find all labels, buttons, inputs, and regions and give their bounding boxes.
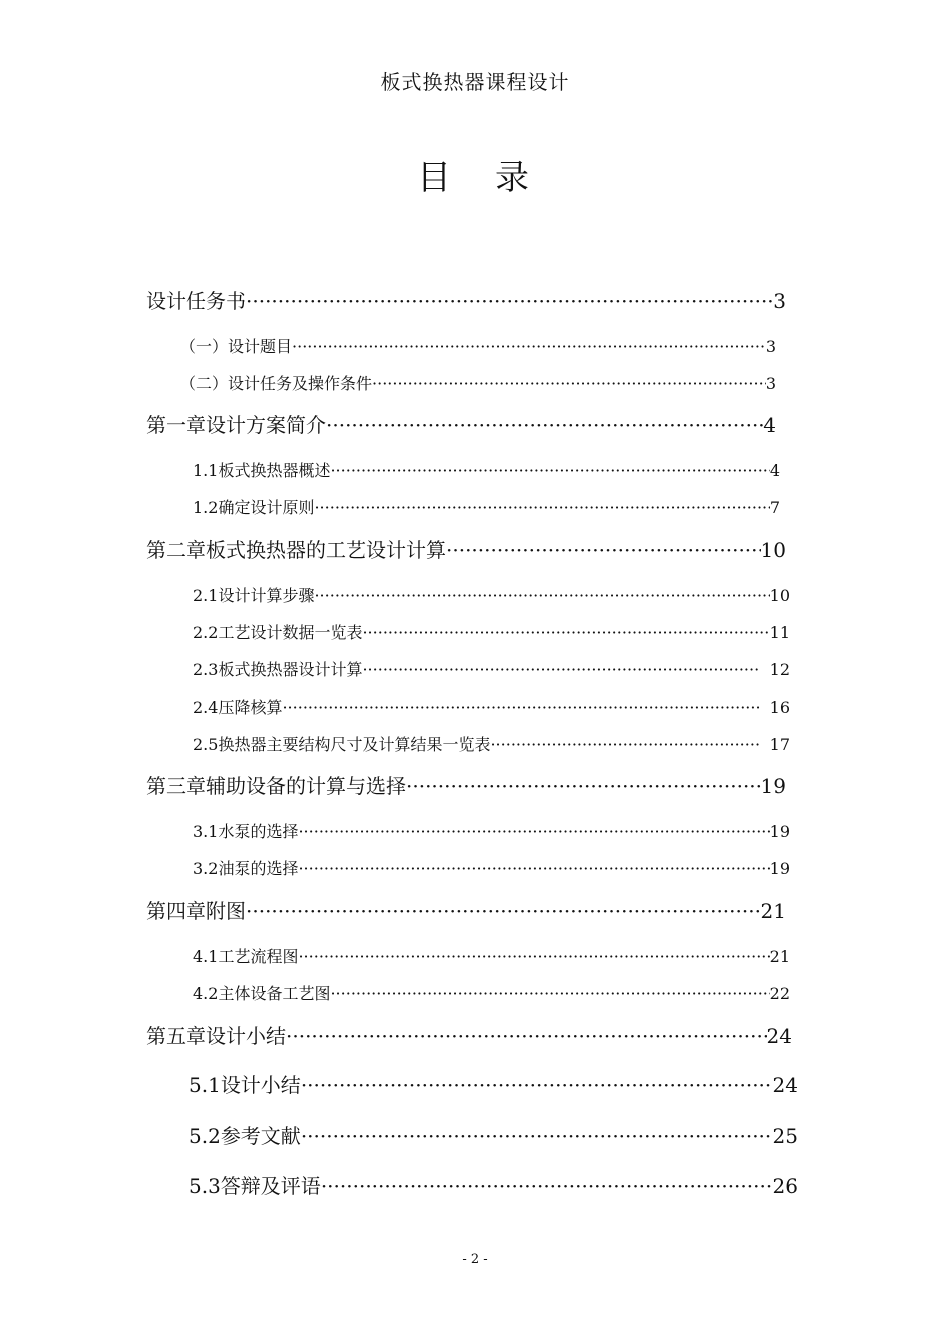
toc-leader-dots [406, 774, 761, 798]
toc-leader-dots [326, 413, 763, 437]
toc-entry-page: 16 [769, 698, 790, 717]
toc-entry-page: 12 [769, 660, 790, 679]
toc-entry-label: 工艺设计数据一览表 [218, 623, 363, 642]
toc-leader-dots [362, 623, 769, 642]
toc-entry-page: 10 [769, 586, 790, 605]
toc-entry-number: 1.2 [193, 498, 219, 517]
toc-entry-number: 第四章 [146, 899, 206, 923]
toc-entry[interactable] [193, 944, 790, 967]
toc-entry-page: 25 [772, 1124, 798, 1148]
toc-leader-dots [246, 289, 773, 313]
toc-entry[interactable] [193, 856, 790, 879]
toc-entry-label: 主体设备工艺图 [218, 984, 331, 1003]
toc-entry[interactable] [193, 458, 780, 481]
toc-entry-number: 4.2 [193, 984, 219, 1003]
toc-entry-page: 4 [769, 461, 780, 480]
toc-entry[interactable] [180, 371, 776, 394]
toc-entry-page: 3 [765, 337, 776, 356]
toc-entry-number: 3.1 [193, 822, 219, 841]
toc-entry-label: 工艺流程图 [218, 947, 299, 966]
page-header: 板式换热器课程设计 [380, 70, 570, 94]
toc-entry-number: 第一章 [146, 413, 206, 437]
toc-entry-number: 2.5 [193, 735, 219, 754]
toc-entry-label: 附图 [206, 899, 246, 923]
toc-title-right: 录 [495, 158, 533, 198]
toc-leader-dots [301, 1073, 773, 1097]
toc-entry-page: 17 [769, 735, 790, 754]
toc-entry-page: 24 [766, 1024, 792, 1048]
toc-entry-number: （一） [180, 337, 229, 356]
toc-entry-label: 设计方案简介 [206, 413, 326, 437]
toc-entry-number: 3.2 [193, 859, 219, 878]
toc-entry-page: 3 [773, 289, 786, 313]
toc-entry-label: 参考文献 [220, 1124, 301, 1148]
toc-entry[interactable] [146, 534, 786, 563]
toc-entry-page: 11 [769, 623, 790, 642]
toc-entry[interactable] [189, 1170, 798, 1199]
toc-entry-number: （二） [180, 374, 229, 393]
toc-entry[interactable] [189, 1069, 798, 1098]
toc-entry-page: 19 [760, 774, 786, 798]
toc-leader-dots [490, 735, 759, 754]
toc-entry[interactable] [189, 1120, 798, 1149]
toc-leader-dots [446, 538, 761, 562]
toc-leader-dots [372, 374, 766, 393]
page-number: - 2 - [462, 1252, 488, 1267]
toc-entry[interactable] [193, 583, 790, 606]
toc-entry-number: 2.3 [193, 660, 219, 679]
toc-entry-number: 2.2 [193, 623, 219, 642]
toc-entry[interactable] [146, 1020, 792, 1049]
toc-entry-label: 板式换热器设计计算 [218, 660, 363, 679]
toc-leader-dots [282, 698, 759, 717]
toc-entry[interactable] [193, 695, 790, 718]
toc-leader-dots [301, 1124, 773, 1148]
toc-entry[interactable] [146, 409, 776, 438]
toc-leader-dots [330, 461, 769, 480]
toc-entry-page: 21 [760, 899, 786, 923]
toc-entry-number: 第二章 [146, 538, 206, 562]
toc-leader-dots [246, 899, 761, 923]
toc-entry-label: 设计小结 [220, 1073, 301, 1097]
toc-leader-dots [298, 822, 769, 841]
toc-leader-dots [286, 1024, 767, 1048]
toc-entry-page: 22 [769, 984, 790, 1003]
toc-entry-page: 19 [769, 822, 790, 841]
toc-entry-label: 答辩及评语 [220, 1174, 321, 1198]
toc-entry[interactable] [146, 770, 786, 799]
toc-entry-label: 压降核算 [218, 698, 283, 717]
toc-entry-page: 3 [765, 374, 776, 393]
toc-entry[interactable] [193, 732, 790, 755]
toc-entry-label: 水泵的选择 [218, 822, 299, 841]
toc-entry-page: 19 [769, 859, 790, 878]
toc-entry-number: 第三章 [146, 774, 206, 798]
toc-entry-number: 2.1 [193, 586, 219, 605]
toc-entry-page: 21 [769, 947, 790, 966]
toc-entry-label: 设计任务书 [146, 289, 246, 313]
toc-leader-dots [362, 660, 759, 679]
toc-entry-page: 10 [760, 538, 786, 562]
toc-entry[interactable] [180, 334, 776, 357]
toc-entry[interactable] [193, 495, 780, 518]
toc-entry-label: 设计计算步骤 [218, 586, 315, 605]
toc-entry-number: 5.1 [189, 1073, 221, 1097]
toc-entry-number: 第五章 [146, 1024, 206, 1048]
toc-entry-page: 24 [772, 1073, 798, 1097]
toc-leader-dots [330, 984, 769, 1003]
toc-entry-number: 5.2 [189, 1124, 221, 1148]
toc-entry-label: 设计小结 [206, 1024, 286, 1048]
toc-entry[interactable] [146, 285, 786, 314]
toc-entry[interactable] [193, 620, 790, 643]
toc-entry-label: 板式换热器概述 [218, 461, 331, 480]
toc-entry-page: 4 [763, 413, 776, 437]
toc-entry-label: 油泵的选择 [218, 859, 299, 878]
toc-entry-number: 5.3 [189, 1174, 221, 1198]
toc-leader-dots [298, 859, 769, 878]
toc-entry[interactable] [193, 657, 790, 680]
toc-leader-dots [292, 337, 766, 356]
toc-entry-page: 7 [769, 498, 780, 517]
toc-entry[interactable] [193, 981, 790, 1004]
toc-entry-label: 设计任务及操作条件 [228, 374, 373, 393]
toc-title-left: 目 [417, 158, 455, 198]
toc-entry-page: 26 [772, 1174, 798, 1198]
toc-entry-number: 4.1 [193, 947, 219, 966]
toc-entry-number: 2.4 [193, 698, 219, 717]
toc-entry[interactable] [193, 819, 790, 842]
toc-leader-dots [314, 586, 769, 605]
toc-leader-dots [298, 947, 769, 966]
toc-leader-dots [321, 1174, 773, 1198]
toc-entry-label: 确定设计原则 [218, 498, 315, 517]
toc-entry-label: 换热器主要结构尺寸及计算结果一览表 [218, 735, 491, 754]
toc-entry-label: 辅助设备的计算与选择 [206, 774, 406, 798]
toc-entry-number: 1.1 [193, 461, 219, 480]
toc-entry[interactable] [146, 895, 786, 924]
toc-title [0, 150, 950, 199]
toc-leader-dots [314, 498, 769, 517]
toc-entry-label: 板式换热器的工艺设计计算 [206, 538, 446, 562]
toc-entry-label: 设计题目 [228, 337, 293, 356]
